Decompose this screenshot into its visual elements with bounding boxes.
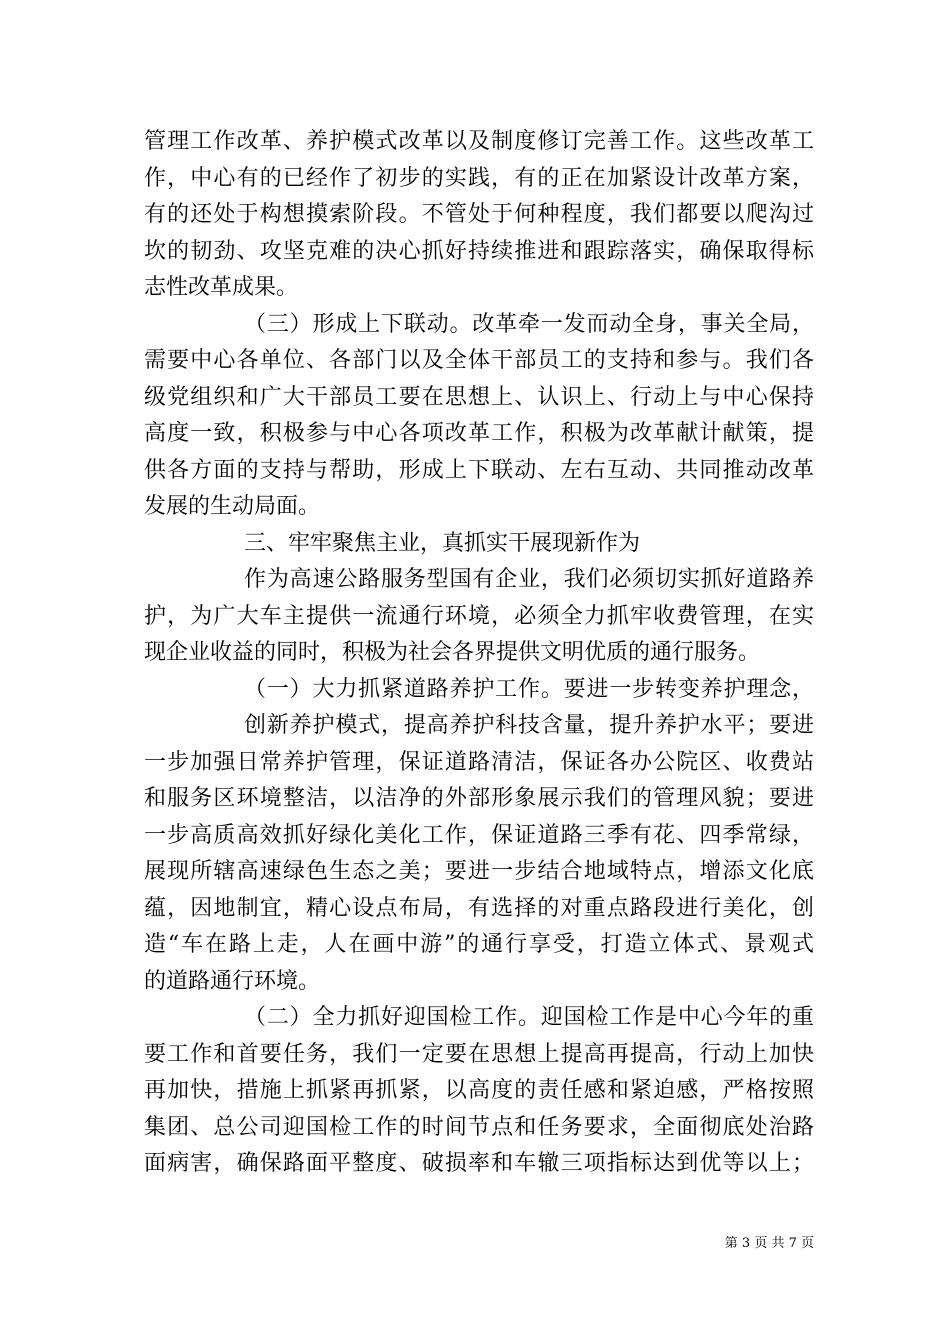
text-line: 再加快，措施上抓紧再抓紧，以高度的责任感和紧迫感，严格按照 bbox=[144, 1078, 814, 1103]
section-heading: 三、牢牢聚焦主业，真抓实干展现新作为 bbox=[244, 531, 641, 556]
text-line: 现企业收益的同时，积极为社会各界提供文明优质的通行服务。 bbox=[144, 640, 761, 665]
text-line: 供各方面的支持与帮助，形成上下联动、左右互动、共同推动改革 bbox=[144, 458, 814, 483]
text-line: 要工作和首要任务，我们一定要在思想上提高再提高，行动上加快 bbox=[144, 1042, 814, 1067]
text-line: 作，中心有的已经作了初步的实践，有的正在加紧设计改革方案， bbox=[144, 166, 814, 191]
page-number-footer: 第 3 页 共 7 页 bbox=[724, 1236, 814, 1251]
text-line: 坎的韧劲、攻坚克难的决心抓好持续推进和跟踪落实，确保取得标 bbox=[144, 239, 814, 264]
text-line: （三）形成上下联动。改革牵一发而动全身，事关全局， bbox=[244, 312, 814, 337]
text-line: 级党组织和广大干部员工要在思想上、认识上、行动上与中心保持 bbox=[144, 385, 814, 410]
text-line: 的道路通行环境。 bbox=[144, 969, 321, 994]
text-line: 蕴，因地制宜，精心设点布局，有选择的对重点路段进行美化，创 bbox=[144, 896, 814, 921]
text-line: 面病害，确保路面平整度、破损率和车辙三项指标达到优等以上； bbox=[144, 1151, 814, 1176]
text-line: 管理工作改革、养护模式改革以及制度修订完善工作。这些改革工 bbox=[144, 129, 814, 154]
text-line: （一）大力抓紧道路养护工作。要进一步转变养护理念， bbox=[244, 677, 814, 702]
text-line: 集团、总公司迎国检工作的时间节点和任务要求，全面彻底处治路 bbox=[144, 1115, 814, 1140]
text-line: 需要中心各单位、各部门以及全体干部员工的支持和参与。我们各 bbox=[144, 348, 814, 373]
text-line: 护，为广大车主提供一流通行环境，必须全力抓牢收费管理，在实 bbox=[144, 604, 814, 629]
text-line: 作为高速公路服务型国有企业，我们必须切实抓好道路养 bbox=[244, 567, 814, 592]
text-line: 和服务区环境整洁，以洁净的外部形象展示我们的管理风貌；要进 bbox=[144, 786, 814, 811]
text-line: 展现所辖高速绿色生态之美；要进一步结合地域特点，增添文化底 bbox=[144, 859, 814, 884]
text-line: （二）全力抓好迎国检工作。迎国检工作是中心今年的重 bbox=[244, 1005, 814, 1030]
text-line: 发展的生动局面。 bbox=[144, 494, 321, 519]
text-line: 创新养护模式，提高养护科技含量，提升养护水平；要进 bbox=[244, 713, 814, 738]
text-line: 一步高质高效抓好绿化美化工作，保证道路三季有花、四季常绿， bbox=[144, 823, 814, 848]
text-line: 一步加强日常养护管理，保证道路清洁，保证各办公院区、收费站 bbox=[144, 750, 814, 775]
text-line: 高度一致，积极参与中心各项改革工作，积极为改革献计献策，提 bbox=[144, 421, 814, 446]
text-line: 造“车在路上走，人在画中游”的通行享受，打造立体式、景观式 bbox=[144, 932, 814, 957]
text-line: 志性改革成果。 bbox=[144, 275, 299, 300]
text-line: 有的还处于构想摸索阶段。不管处于何种程度，我们都要以爬沟过 bbox=[144, 202, 814, 227]
